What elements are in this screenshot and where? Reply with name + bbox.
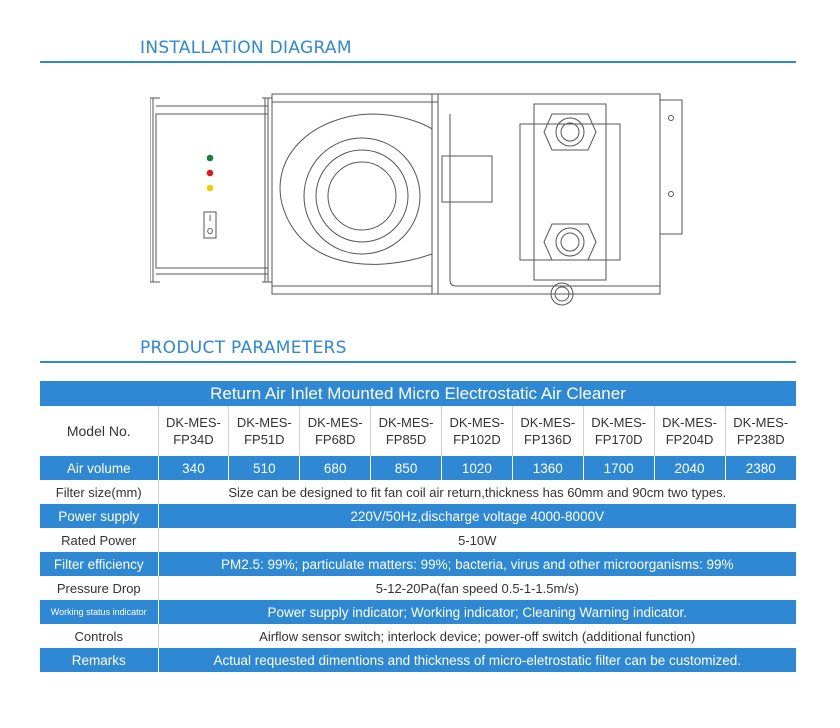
air-volume-row <box>40 456 796 480</box>
model-cell <box>583 406 654 456</box>
rated-power-value: 5-10W <box>158 528 796 552</box>
filter-size-label: Filter size(mm) <box>40 480 158 504</box>
filter-size-value: Size can be designed to fit fan coil air return,thickness has 60mm and 90cm two types. <box>158 480 796 504</box>
model-prefix: DK-MES- <box>733 415 789 430</box>
model-prefix: DK-MES- <box>236 415 292 430</box>
model-cell <box>158 406 229 456</box>
installation-diagram <box>150 84 690 306</box>
model-prefix: DK-MES- <box>165 415 221 430</box>
model-cell <box>654 406 725 456</box>
pressure-drop-value: 5-12-20Pa(fan speed 0.5-1-1.5m/s) <box>158 576 796 600</box>
table-row <box>40 648 796 672</box>
controls-value: Airflow sensor switch; interlock device; power-off switch (additional function) <box>158 624 796 648</box>
model-cell <box>371 406 442 456</box>
fan-coil-housing-drawing <box>272 94 682 305</box>
model-cell <box>229 406 300 456</box>
installation-divider <box>40 61 796 63</box>
rated-power-label: Rated Power <box>40 528 158 552</box>
indicator-lights <box>207 155 214 192</box>
model-prefix: DK-MES- <box>449 415 505 430</box>
air-volume-label: Air volume <box>40 456 158 480</box>
model-cell <box>442 406 513 456</box>
air-volume-cell: 2380 <box>725 456 796 480</box>
switch-on-symbol: I <box>208 214 212 223</box>
pressure-drop-label: Pressure Drop <box>40 576 158 600</box>
model-suffix: FP238D <box>736 432 785 447</box>
air-volume-cell: 1700 <box>583 456 654 480</box>
table-title: Return Air Inlet Mounted Micro Electrostatic Air Cleaner <box>40 381 796 406</box>
air-volume-cell: 1360 <box>512 456 583 480</box>
model-suffix: FP85D <box>385 432 427 447</box>
parameters-divider <box>40 361 796 363</box>
indicator-light-2 <box>207 170 214 177</box>
model-prefix: DK-MES- <box>378 415 434 430</box>
model-row <box>40 406 796 456</box>
installation-diagram-title: INSTALLATION DIAGRAM <box>140 38 352 58</box>
model-suffix: FP204D <box>665 432 714 447</box>
model-prefix: DK-MES- <box>520 415 576 430</box>
model-suffix: FP34D <box>173 432 214 447</box>
model-prefix: DK-MES- <box>307 415 363 430</box>
air-volume-cell: 2040 <box>654 456 725 480</box>
model-cell <box>300 406 371 456</box>
model-suffix: FP170D <box>594 432 643 447</box>
table-row <box>40 600 796 624</box>
filter-efficiency-label: Filter efficiency <box>40 552 158 576</box>
working-status-value: Power supply indicator; Working indicator; Cleaning Warning indicator. <box>158 600 796 624</box>
working-status-label: Working status indicator <box>40 600 158 624</box>
power-supply-value: 220V/50Hz,discharge voltage 4000-8000V <box>158 504 796 528</box>
filter-efficiency-value: PM2.5: 99%; particulate matters: 99%; bacteria, virus and other microorganisms: 99% <box>158 552 796 576</box>
air-volume-cell: 680 <box>300 456 371 480</box>
indicator-light-1 <box>207 155 214 162</box>
model-suffix: FP102D <box>453 432 501 447</box>
table-row <box>40 552 796 576</box>
model-cell <box>512 406 583 456</box>
parameters-table <box>40 381 796 672</box>
table-row <box>40 504 796 528</box>
product-parameters-title: PRODUCT PARAMETERS <box>140 338 347 358</box>
remarks-value: Actual requested dimentions and thickness of micro-eletrostatic filter can be customized. <box>158 648 796 672</box>
table-row <box>40 576 796 600</box>
indicator-light-3 <box>207 185 214 192</box>
model-prefix: DK-MES- <box>662 415 717 430</box>
model-label: Model No. <box>40 406 158 456</box>
table-title-row <box>40 381 796 406</box>
model-suffix: FP136D <box>523 432 572 447</box>
air-volume-cell: 1020 <box>442 456 513 480</box>
air-volume-cell: 850 <box>371 456 442 480</box>
table-row <box>40 624 796 648</box>
model-cell <box>725 406 796 456</box>
table-row <box>40 528 796 552</box>
remarks-label: Remarks <box>40 648 158 672</box>
model-prefix: DK-MES- <box>591 415 647 430</box>
model-suffix: FP68D <box>314 432 356 447</box>
power-supply-label: Power supply <box>40 504 158 528</box>
air-volume-cell: 510 <box>229 456 300 480</box>
model-suffix: FP51D <box>244 432 285 447</box>
controls-label: Controls <box>40 624 158 648</box>
air-volume-cell: 340 <box>158 456 229 480</box>
switch-off-symbol: O <box>206 227 214 236</box>
table-row <box>40 480 796 504</box>
